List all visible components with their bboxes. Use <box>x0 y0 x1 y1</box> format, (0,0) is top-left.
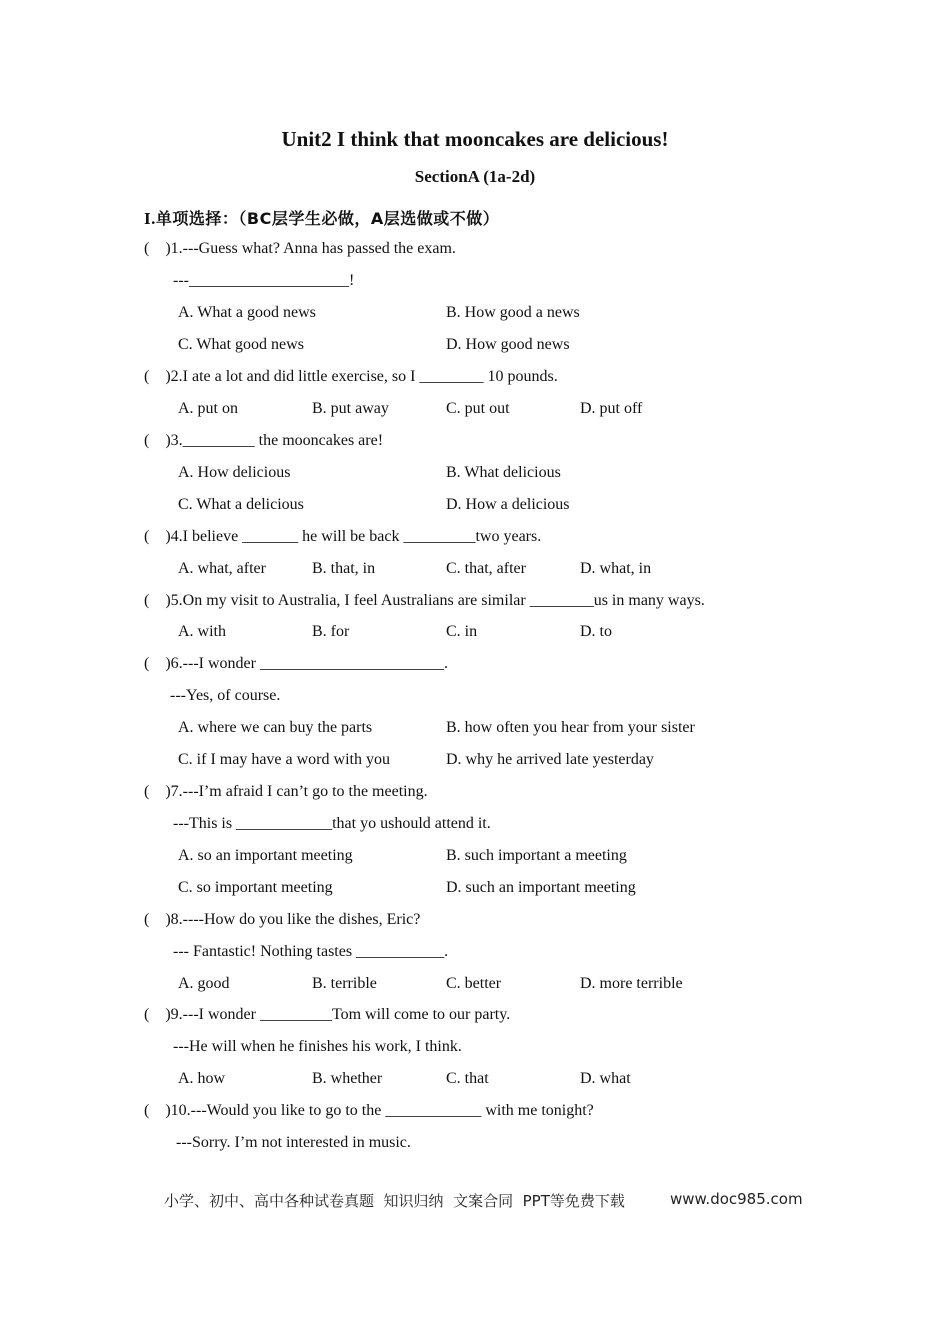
q7-option-a: A. so an important meeting <box>178 847 353 864</box>
q8-option-a: A. good <box>178 975 230 992</box>
q9-option-b: B. whether <box>312 1070 383 1087</box>
question-number: ( )2. <box>144 368 183 385</box>
q2-option-b: B. put away <box>312 400 389 417</box>
question-7 <box>144 783 428 801</box>
q2-option-d: D. put off <box>580 400 643 417</box>
q6-option-a: A. where we can buy the parts <box>178 719 373 736</box>
q3-option-b: B. What delicious <box>446 464 561 481</box>
q2-option-a: A. put on <box>178 400 238 417</box>
question-stem: On my visit to Australia, I feel Australians are similar ________us in many ways. <box>182 592 705 609</box>
q1-option-a: A. What a good news <box>178 304 316 321</box>
question-4 <box>144 528 541 546</box>
q5-option-d: D. to <box>580 623 612 640</box>
q4-option-b: B. that, in <box>312 560 376 577</box>
document-title: Unit2 I think that mooncakes are delicious! <box>281 127 669 151</box>
question-10 <box>144 1102 594 1120</box>
document-subtitle: SectionA (1a-2d) <box>414 167 536 186</box>
footer-promo-text: 小学、初中、高中各种试卷真题 知识归纳 文案合同 PPT等免费下载 <box>164 1192 625 1210</box>
q8-option-d: D. more terrible <box>580 975 683 992</box>
q6-option-d: D. why he arrived late yesterday <box>446 751 654 768</box>
question-1 <box>144 240 456 258</box>
q3-option-c: C. What a delicious <box>178 496 304 513</box>
question-number: ( )1. <box>144 240 183 257</box>
question-5 <box>144 592 705 610</box>
q4-option-d: D. what, in <box>580 560 652 577</box>
question-stem: ---Guess what? Anna has passed the exam. <box>182 240 456 257</box>
q4-option-c: C. that, after <box>446 560 526 577</box>
question-stem: ---I wonder _______________________. <box>182 655 448 672</box>
question-stem: ----How do you like the dishes, Eric? <box>182 911 421 928</box>
q7-option-d: D. such an important meeting <box>446 879 636 896</box>
question-number: ( )4. <box>144 528 183 545</box>
question-8-reply: --- Fantastic! Nothing tastes ___________. <box>173 943 449 960</box>
q7-option-c: C. so important meeting <box>178 879 333 896</box>
question-9-reply: ---He will when he finishes his work, I think. <box>173 1038 462 1055</box>
question-number: ( )7. <box>144 783 183 800</box>
question-6-reply: ---Yes, of course. <box>170 687 281 704</box>
question-number: ( )8. <box>144 911 183 928</box>
section-roman: I. <box>144 209 156 228</box>
question-stem: ---I wonder _________Tom will come to our party. <box>182 1006 511 1023</box>
question-number: ( )6. <box>144 655 183 672</box>
q1-option-b: B. How good a news <box>446 304 580 321</box>
question-3 <box>144 432 383 450</box>
q9-option-d: D. what <box>580 1070 631 1087</box>
question-7-reply: ---This is ____________that yo ushould attend it. <box>173 815 491 832</box>
question-stem: _________ the mooncakes are! <box>182 432 384 449</box>
q6-option-c: C. if I may have a word with you <box>178 751 390 768</box>
question-2 <box>144 368 558 386</box>
q2-option-c: C. put out <box>446 400 510 417</box>
question-number: ( )5. <box>144 592 183 609</box>
q4-option-a: A. what, after <box>178 560 266 577</box>
q3-option-a: A. How delicious <box>178 464 291 481</box>
question-6 <box>144 655 448 673</box>
q6-option-b: B. how often you hear from your sister <box>446 719 695 736</box>
question-8 <box>144 911 420 929</box>
q1-option-d: D. How good news <box>446 336 570 353</box>
section-heading-text: 单项选择：（BC层学生必做，A层选做或不做） <box>155 209 500 228</box>
footer-website-link[interactable]: www.doc985.com <box>670 1190 803 1208</box>
q1-option-c: C. What good news <box>178 336 304 353</box>
question-stem: I believe _______ he will be back _________two years. <box>182 528 542 545</box>
q5-option-b: B. for <box>312 623 350 640</box>
q3-option-d: D. How a delicious <box>446 496 570 513</box>
q9-option-a: A. how <box>178 1070 226 1087</box>
q7-option-b: B. such important a meeting <box>446 847 627 864</box>
q9-option-c: C. that <box>446 1070 489 1087</box>
question-stem: ---I’m afraid I can’t go to the meeting. <box>182 783 428 800</box>
q5-option-a: A. with <box>178 623 226 640</box>
question-stem: ---Would you like to go to the ____________ with me tonight? <box>190 1102 594 1119</box>
q8-option-c: C. better <box>446 975 502 992</box>
question-9 <box>144 1006 510 1024</box>
section-heading <box>144 206 499 229</box>
question-stem: I ate a lot and did little exercise, so I ________ 10 pounds. <box>182 368 558 385</box>
question-number: ( )10. <box>144 1102 191 1119</box>
question-number: ( )3. <box>144 432 183 449</box>
q8-option-b: B. terrible <box>312 975 377 992</box>
question-10-reply: ---Sorry. I’m not interested in music. <box>176 1134 411 1151</box>
question-number: ( )9. <box>144 1006 183 1023</box>
q5-option-c: C. in <box>446 623 478 640</box>
question-1-reply: ---____________________! <box>173 272 355 289</box>
